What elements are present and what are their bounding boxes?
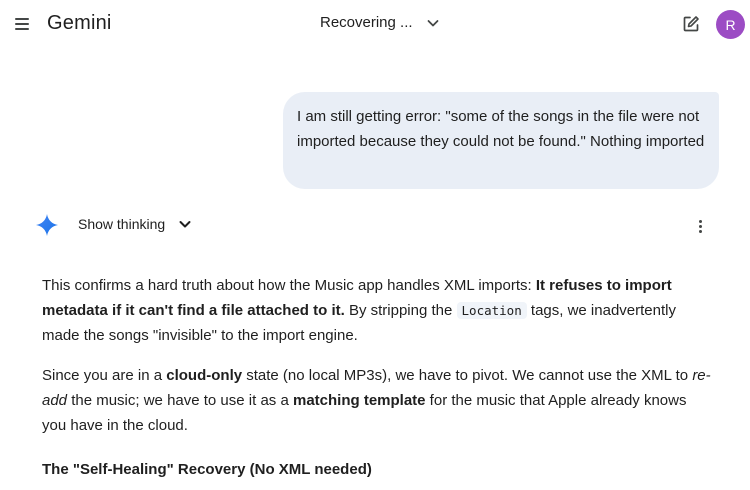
text-run: the music; we have to use it as a — [67, 392, 293, 409]
show-thinking-label: Show thinking — [78, 216, 166, 232]
bold-text: cloud-only — [166, 367, 243, 384]
gemini-sparkle-icon — [36, 214, 58, 236]
text-run: tags, we inadvertently made the songs "invisible" to the import engine. — [42, 302, 676, 344]
text-run: state (no local MP3s), we have to pivot. We cannot use the XML to — [242, 367, 693, 384]
show-thinking-toggle[interactable] — [78, 216, 193, 232]
top-bar — [0, 0, 750, 50]
app-title: Gemini — [47, 12, 112, 34]
inline-code: Location — [457, 302, 527, 319]
new-chat-edit-icon[interactable] — [681, 14, 701, 34]
more-options-icon[interactable] — [690, 216, 710, 236]
text-run: for the music that Apple already knows you have in the cloud. — [42, 392, 687, 434]
response-paragraph — [42, 273, 714, 348]
hamburger-menu-icon[interactable] — [11, 13, 33, 35]
bold-text: matching template — [292, 392, 426, 409]
text-run: This confirms a hard truth about how the Music app handles XML imports: — [42, 277, 536, 294]
chevron-down-icon — [177, 216, 193, 232]
chat-title: Recovering ... — [320, 14, 413, 31]
italic-text: re-add — [42, 367, 711, 409]
text-run: By stripping the — [344, 302, 457, 319]
text-run: Since you are in a — [42, 367, 167, 384]
user-message-bubble: I am still getting error: "some of the songs in the file were not imported because they could not be found." Nothing imported — [283, 92, 719, 189]
bold-text: It refuses to import metadata if it can't find a file attached to it. — [42, 277, 672, 319]
section-heading: The "Self-Healing" Recovery (No XML needed) — [42, 461, 372, 478]
chat-title-dropdown[interactable] — [320, 14, 441, 31]
response-paragraph — [42, 363, 714, 438]
chevron-down-icon — [425, 15, 441, 31]
avatar[interactable]: R — [716, 10, 745, 39]
